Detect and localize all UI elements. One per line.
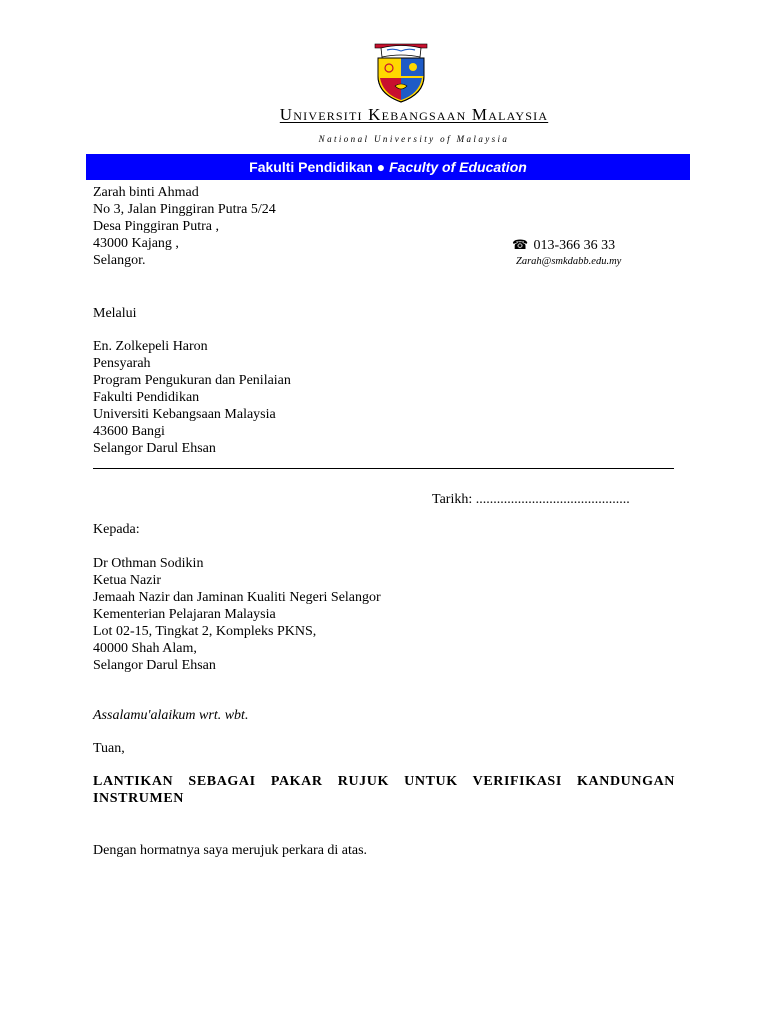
recipient-address (93, 555, 381, 674)
sender-line: 43000 Kajang , (93, 236, 179, 251)
recipient-line: Kementerian Pelajaran Malaysia (93, 607, 276, 622)
via-address (93, 338, 291, 457)
university-subtitle: National University of Malaysia (318, 134, 510, 144)
sender-address (93, 184, 276, 269)
recipient-label: Kepada: (93, 522, 140, 537)
faculty-name-english: Faculty of Education (389, 159, 527, 175)
phone-number: 013-366 36 33 (533, 238, 616, 253)
recipient-line: Lot 02-15, Tingkat 2, Kompleks PKNS, (93, 624, 317, 639)
via-line: 43600 Bangi (93, 424, 165, 439)
university-crest-icon (373, 42, 429, 104)
sender-line: Selangor. (93, 253, 146, 268)
salutation: Tuan, (93, 741, 125, 756)
sender-line: Zarah binti Ahmad (93, 185, 199, 200)
date-label: Tarikh: (432, 492, 473, 507)
recipient-line: Ketua Nazir (93, 573, 162, 588)
date-line (432, 491, 630, 508)
recipient-line: 40000 Shah Alam, (93, 641, 197, 656)
bullet-separator: ● (376, 159, 386, 175)
faculty-name-malay: Fakulti Pendidikan (249, 159, 373, 175)
letter-subject: LANTIKAN SEBAGAI PAKAR RUJUK UNTUK VERIFIKASI KANDUNGAN INSTRUMEN (93, 774, 675, 806)
via-line: Program Pengukuran dan Penilaian (93, 373, 291, 388)
sender-line: Desa Pinggiran Putra , (93, 219, 219, 234)
recipient-line: Jemaah Nazir dan Jaminan Kualiti Negeri Selangor (93, 590, 381, 605)
divider-line (93, 468, 674, 469)
sender-line: No 3, Jalan Pinggiran Putra 5/24 (93, 202, 276, 217)
via-line: En. Zolkepeli Haron (93, 339, 208, 354)
university-name: Universiti Kebangsaan Malaysia (279, 105, 549, 124)
greeting: Assalamu'alaikum wrt. wbt. (93, 708, 249, 723)
recipient-line: Selangor Darul Ehsan (93, 658, 216, 673)
sender-email: Zarah@smkdabb.edu.my (516, 256, 622, 267)
telephone-icon: ☎ (512, 237, 529, 252)
via-label: Melalui (93, 306, 137, 321)
via-line: Fakulti Pendidikan (93, 390, 200, 405)
recipient-line: Dr Othman Sodikin (93, 556, 204, 571)
date-value: ............................................ (475, 492, 630, 507)
via-line: Universiti Kebangsaan Malaysia (93, 407, 276, 422)
via-line: Pensyarah (93, 356, 151, 371)
faculty-banner (86, 154, 690, 180)
via-line: Selangor Darul Ehsan (93, 441, 216, 456)
sender-phone (512, 236, 615, 254)
body-paragraph: Dengan hormatnya saya merujuk perkara di atas. (93, 843, 368, 858)
